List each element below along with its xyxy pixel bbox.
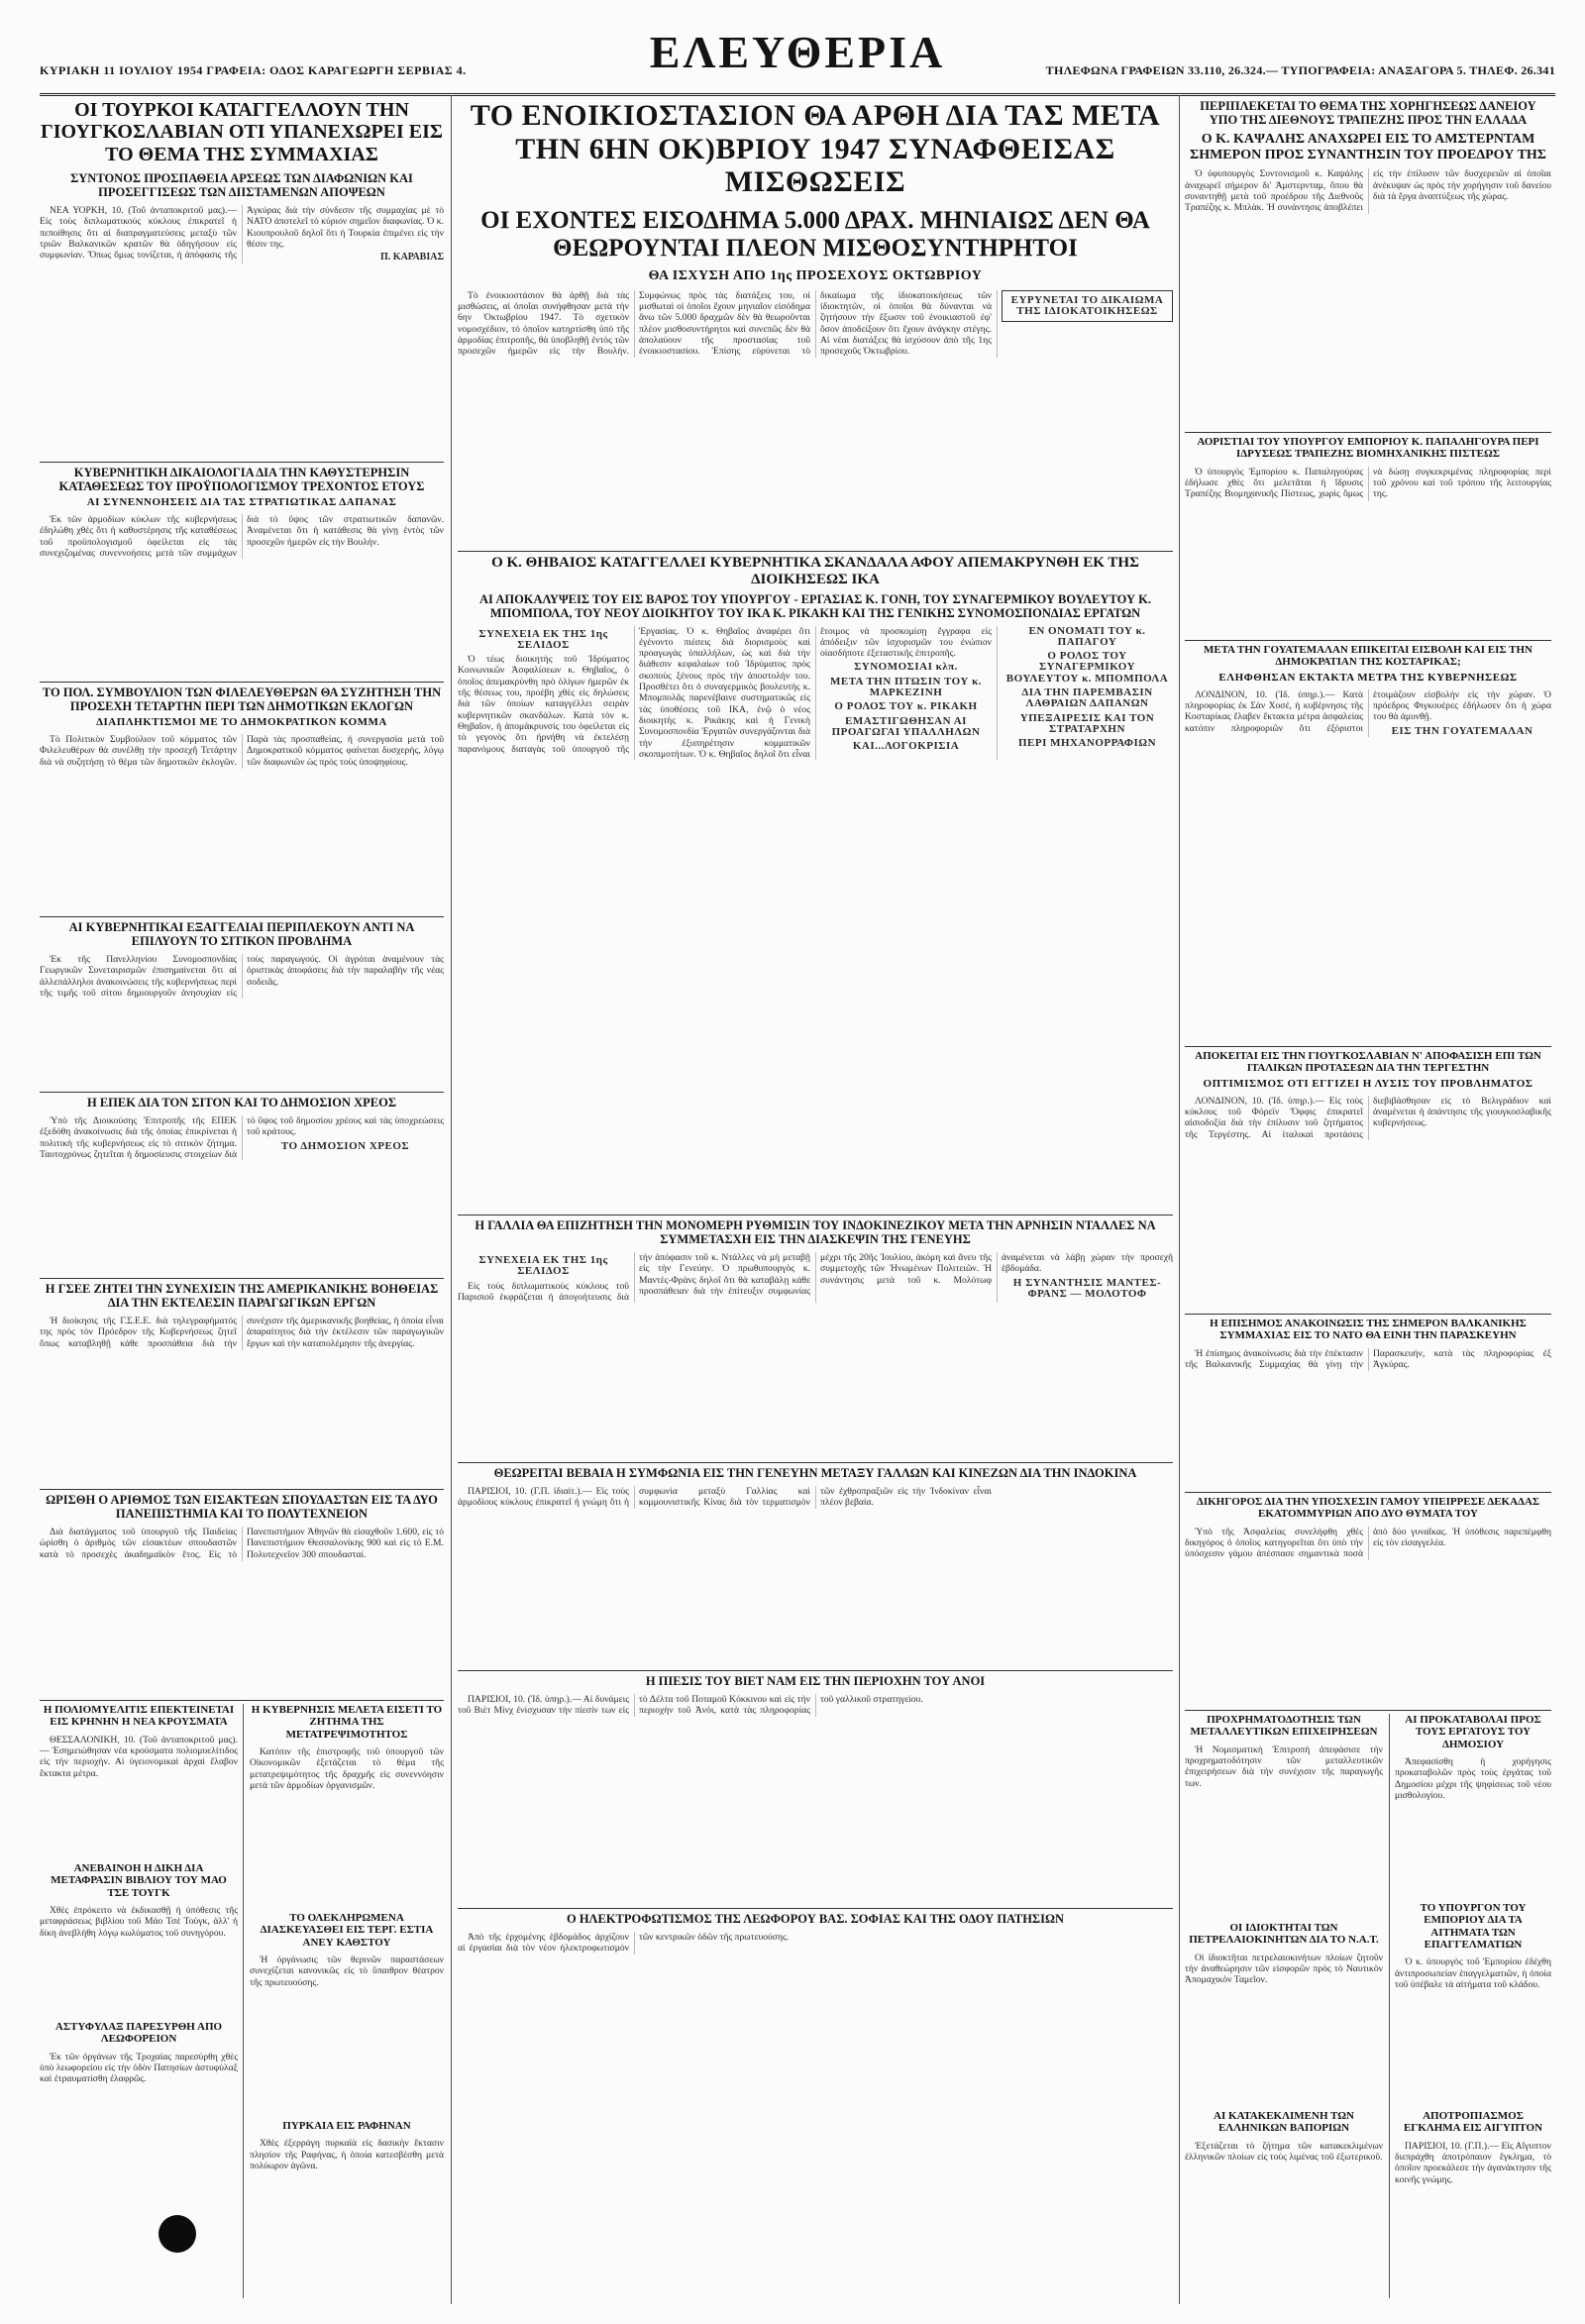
divider (40, 462, 444, 463)
kicker: ΘΑ ΙΣΧΥΣΗ ΑΠΟ 1ης ΠΡΟΣΕΧΟΥΣ ΟΚΤΩΒΡΙΟΥ (648, 267, 983, 283)
paragraph: Ἡ ὀργάνωσις τῶν θερινῶν παραστάσεων συνεχίζεται κανονικῶς εἰς τὸ ὕπαιθρον θέατρον τῆς πρωτευούσης. (250, 1954, 444, 1988)
subhead: ΑΙ ΑΠΟΚΑΛΥΨΕΙΣ ΤΟΥ ΕΙΣ ΒΑΡΟΣ ΤΟΥ ΥΠΟΥΡΓΟΥ - ΕΡΓΑΣΙΑΣ Κ. ΓΟΝΗ, ΤΟΥ ΣΥΝΑΓΕΡΜΙΚΟΥ ΒΟΥΛΕΥΤΟΥ Κ. ΜΠΟΜΠΟΛΑ, ΤΟΥ ΝΕΟΥ ΔΙΟΙΚΗΤΟΥ ΤΟΥ ΙΚΑ Κ. ΡΙΚΑΚΗ ΚΑΙ ΤΗΣ ΓΕΝΙΚΗΣ ΣΥΝΟΜΟΣΠΟΝΔΙΑΣ ΕΡΓΑΤΩΝ (479, 591, 1151, 620)
paragraph: Ἐκ τῆς Πανελληνίου Συνομοσπονδίας Γεωργικῶν Συνεταιρισμῶν ἐπισημαίνεται ὅτι αἱ ἀλλεπάλληλοι ἀνακοινώσεις τῆς κυβερνήσεως περὶ τῆς τιμῆς τοῦ σίτου δημιουργοῦν ἀνησυχίαν εἰς τοὺς παραγωγούς. Οἱ ἀγρόται ἀναμένουν τὰς ὁριστικὰς ἀποφάσεις διὰ τὴν παραλαβὴν τῆς νέας σοδειᾶς. (40, 954, 444, 999)
paragraph: Ἀπεφασίσθη ἡ χορήγησις προκαταβολῶν πρὸς τοὺς ἐργάτας τοῦ Δημοσίου μέχρι τῆς ψηφίσεως τοῦ νέου μισθολογίου. (1395, 1755, 1551, 1801)
article-yugoslavia (1185, 1050, 1551, 1308)
article-body (40, 734, 444, 769)
newspaper-title: ΕΛΕΥΘΕΡΙΑ (649, 27, 946, 77)
article-body (40, 205, 444, 263)
headline: Η ΠΙΕΣΙΣ ΤΟΥ ΒΙΕΤ ΝΑΜ ΕΙΣ ΤΗΝ ΠΕΡΙΟΧΗΝ ΤΟΥ ΑΝΟΙ (645, 1674, 986, 1688)
article-mining (1185, 1714, 1383, 1912)
headline: ΑΣΤΥΦΥΛΑΞ ΠΑΡΕΣΥΡΘΗ ΑΠΟ ΛΕΩΦΟΡΕΙΟΝ (54, 2021, 223, 2046)
headline: ΤΟ ΠΟΛ. ΣΥΜΒΟΥΛΙΟΝ ΤΩΝ ΦΙΛΕΛΕΥΘΕΡΩΝ ΘΑ ΣΥΖΗΤΗΣΗ ΤΗΝ ΠΡΟΣΕΧΗ ΤΕΤΑΡΤΗΝ ΠΕΡΙ ΤΩΝ ΔΗΜΟΤΙΚΩΝ ΕΚΛΟΓΩΝ (42, 686, 442, 713)
article-egypt (1395, 2110, 1551, 2288)
article-marriage (1185, 1496, 1551, 1704)
article-prices (40, 920, 444, 1089)
article-body (1185, 1348, 1551, 1372)
paragraph: ΠΑΡΙΣΙΟΙ, 10. (Γ.Π. ἰδιαίτ.).— Εἰς τοὺς ἁρμοδίους κύκλους ἐπικρατεῖ ἡ γνώμη ὅτι ἡ συμφωνία μεταξὺ Γαλλίας καὶ κομμουνιστικῆς Κίνας διὰ τὸν τερματισμὸν τῶν ἐχθροπραξιῶν εἰς τὴν Ἰνδοκίναν εἶναι πλέον βεβαία. (458, 1486, 992, 1509)
headline: ΜΕΤΑ ΤΗΝ ΓΟΥΑΤΕΜΑΛΑΝ ΕΠΙΚΕΙΤΑΙ ΕΙΣΒΟΛΗ ΚΑΙ ΕΙΣ ΤΗΝ ΔΗΜΟΚΡΑΤΙΑΝ ΤΗΣ ΚΟΣΤΑΡΙΚΑΣ; (1203, 644, 1532, 669)
paragraph: Χθὲς ἐπρόκειτο νὰ ἐκδικασθῇ ἡ ὑπόθεσις τῆς μεταφράσεως βιβλίου τοῦ Μάο Τσὲ Τοὺγκ, ἀλλ' ἡ δίκη ἀνεβλήθη λόγῳ κωλύματος τοῦ συνηγόρου. (40, 1904, 238, 1939)
paragraph: Ὑπὸ τῆς Ἀσφαλείας συνελήφθη χθὲς δικηγόρος ὁ ὁποῖος κατηγορεῖται ὅτι ὑπὸ τὴν ὑπόσχεσιν γάμου ἀπέσπασε σημαντικὰ ποσὰ ἀπὸ δύο γυναῖκας. Ἡ ὑπόθεσις παρεπέμφθη εἰς τὸν εἰσαγγελέα. (1185, 1526, 1551, 1560)
divider (40, 916, 444, 917)
headline: ΑΙ ΚΥΒΕΡΝΗΤΙΚΑΙ ΕΞΑΓΓΕΛΙΑΙ ΠΕΡΙΠΛΕΚΟΥΝ ΑΝΤΙ ΝΑ ΕΠΙΛΥΟΥΝ ΤΟ ΣΙΤΙΚΟΝ ΠΡΟΒΛΗΜΑ (68, 920, 415, 948)
article-electric (458, 1912, 1173, 2288)
article-clearing (250, 1704, 444, 1902)
article-body (1185, 1744, 1383, 1789)
paragraph: Ὁ ὑπουργὸς Ἐμπορίου κ. Παπαληγούρας ἐδήλωσε χθὲς ὅτι μελετᾶται ἡ ἵδρυσις Τραπέζης Βιομηχανικῆς Πίστεως, χωρὶς ὅμως νὰ δώσῃ συγκεκριμένας πληροφορίας περὶ τοῦ χρόνου καὶ τοῦ τρόπου τῆς λειτουργίας της. (1185, 466, 1551, 500)
article-fire (250, 2120, 444, 2288)
article-body (250, 1746, 444, 1791)
paragraph: Ἀπὸ τῆς ἐρχομένης ἑβδομάδος ἀρχίζουν αἱ ἐργασίαι διὰ τὸν νέον ἠλεκτροφωτισμὸν τῶν κεντρικῶν ὁδῶν τῆς πρωτευούσης. (458, 1932, 790, 1954)
headline: ΚΥΒΕΡΝΗΤΙΚΗ ΔΙΚΑΙΟΛΟΓΙΑ ΔΙΑ ΤΗΝ ΚΑΘΥΣΤΕΡΗΣΙΝ ΚΑΤΑΘΕΣΕΩΣ ΤΟΥ ΠΡΟΫΠΟΛΟΓΙΣΜΟΥ ΤΡΕΧΟΝΤΟΣ ΕΤΟΥΣ (58, 466, 425, 493)
article-body (1395, 2141, 1551, 2185)
inner-head: ΕΥΡΥΝΕΤΑΙ ΤΟ ΔΙΚΑΙΩΜΑ ΤΗΣ ΙΔΙΟΚΑΤΟΙΚΗΣΕΩΣ (1002, 290, 1173, 323)
article-body (1185, 1527, 1551, 1560)
article-body (40, 954, 444, 999)
headline: ΤΟ ΥΠΟΥΡΓΟΝ ΤΟΥ ΕΜΠΟΡΙΟΥ ΔΙΑ ΤΑ ΑΙΤΗΜΑΤΑ ΤΩΝ ΕΠΑΓΓΕΛΜΑΤΙΩΝ (1420, 1902, 1527, 1951)
article-oil (1185, 1922, 1383, 2100)
article-body (1185, 467, 1551, 501)
divider (1185, 1710, 1551, 1711)
divider (40, 1092, 444, 1093)
article-mao (40, 1862, 238, 2011)
paragraph: ΛΟΝΔΙΝΟΝ, 10. (Ἰδ. ὑπηρ.).— Εἰς τοὺς κύκλους τοῦ Φόρεϊν Ὄφφις ἐπικρατεῖ αἰσιοδοξία διὰ τὴν ἐπίλυσιν τοῦ ζητήματος τῆς Τεργέστης. Αἱ ἰταλικαὶ προτάσεις διεβιβάσθησαν εἰς τὸ Βελιγράδιον καὶ ἀναμένεται ἡ ἀπάντησις τῆς γιουγκοσλαβικῆς κυβερνήσεως. (1185, 1095, 1551, 1140)
divider (40, 1489, 444, 1490)
masthead (40, 24, 1555, 96)
article-ika (458, 555, 1173, 1209)
inner-head: ΠΕΡΙ ΜΗΧΑΝΟΡΡΑΦΙΩΝ (1017, 737, 1157, 750)
article-body (458, 1932, 1173, 1954)
article-vietnam (458, 1674, 1173, 1902)
paragraph: Ὁ τέως διοικητὴς τοῦ Ἱδρύματος Κοινωνικῶν Ἀσφαλίσεων κ. Θηβαῖος, ὁ ὁποῖος ἀπεμακρύνθη πρὸ ὀλίγων ἡμερῶν ἐκ τῆς θέσεως του, προέβη χθὲς εἰς δηλώσεις διὰ τῶν ὁποίων καταγγέλλει σειρὰν κυβερνητικῶν σκανδάλων. Κατὰ τὸν κ. Θηβαῖον, ἡ ἀπομάκρυνσίς του ὀφείλεται εἰς τὸ γεγονὸς ὅτι ἠρνήθη νὰ ἐκτελέσῃ παρανόμους διαταγὰς τοῦ ὑπουργοῦ τῆς Ἐργασίας. Ὁ κ. Θηβαῖος ἀναφέρει ὅτι ἐγένοντο πιέσεις διὰ διορισμοὺς καὶ προαγωγὰς ὑπαλλήλων, ὡς καὶ διὰ τὴν διάθεσιν κεφαλαίων τοῦ Ἱδρύματος πρὸς σκοποὺς ξένους πρὸς τὴν ἀποστολήν του. Προσθέτει ὅτι ὁ συναγερμικὸς βουλευτὴς κ. Μπομπολᾶς παρενέβαινε συστηματικῶς εἰς τὰς ὑποθέσεις τοῦ ΙΚΑ, ἐνῷ ὁ νέος διοικητὴς κ. Ρικάκης καὶ ἡ Γενικὴ Συνομοσπονδία Ἐργατῶν συνεργάζονται διὰ τὴν ἐξυπηρέτησιν κομματικῶν σκοπιμοτήτων. Ὁ κ. Θηβαῖος δηλοῖ ὅτι εἶναι ἕτοιμος νὰ προσκομίσῃ ἔγγραφα εἰς ἀπόδειξιν τῶν ἰσχυρισμῶν του ἐνώπιον οἱασδήποτε ἐξεταστικῆς ἐπιτροπῆς. (458, 625, 992, 760)
divider (40, 1700, 444, 1701)
paragraph: Ὁ κ. ὑπουργὸς τοῦ Ἐμπορίου ἐδέχθη ἀντιπροσωπείαν ἐπαγγελματιῶν, ἡ ὁποία τοῦ ὑπέβαλε τὰ αἰτήματα τοῦ κλάδου. (1395, 1956, 1551, 1990)
article-commerce (1395, 1902, 1551, 2100)
article-gsee (40, 1282, 444, 1485)
headline: Η ΓΣΕΕ ΖΗΤΕΙ ΤΗΝ ΣΥΝΕΧΙΣΙΝ ΤΗΣ ΑΜΕΡΙΚΑΝΙΚΗΣ ΒΟΗΘΕΙΑΣ ΔΙΑ ΤΗΝ ΕΚΤΕΛΕΣΙΝ ΠΑΡΑΓΩΓΙΚΩΝ ΕΡΓΩΝ (45, 1282, 439, 1310)
divider (40, 682, 444, 683)
article-police (40, 2021, 238, 2199)
article-body (40, 1115, 444, 1160)
headline: ΠΡΟΧΡΗΜΑΤΟΔΟΤΗΣΙΣ ΤΩΝ ΜΕΤΑΛΛΕΥΤΙΚΩΝ ΕΠΙΧΕΙΡΗΣΕΩΝ (1190, 1714, 1378, 1739)
paragraph: Χθὲς ἐξερράγη πυρκαϊὰ εἰς δασικὴν ἔκτασιν πλησίον τῆς Ραφήνας, ἡ ὁποία κατεσβέσθη μετὰ πολύωρον ἀγῶνα. (250, 2138, 444, 2171)
headline: Η ΓΑΛΛΙΑ ΘΑ ΕΠΙΖΗΤΗΣΗ ΤΗΝ ΜΟΝΟΜΕΡΗ ΡΥΘΜΙΣΙΝ ΤΟΥ ΙΝΔΟΚΙΝΕΖΙΚΟΥ ΜΕΤΑ ΤΗΝ ΑΡΝΗΣΙΝ ΝΤΑΛΛΕΣ ΝΑ ΣΥΜΜΕΤΑΣΧΗ ΕΙΣ ΤΗΝ ΔΙΑΣΚΕΨΙΝ ΤΗΣ ΓΕΝΕΥΗΣ (475, 1218, 1156, 1246)
subhead: ΣΥΝΤΟΝΟΣ ΠΡΟΣΠΑΘΕΙΑ ΑΡΣΕΩΣ ΤΩΝ ΔΙΑΦΩΝΙΩΝ ΚΑΙ ΠΡΟΣΕΓΓΙΣΕΩΣ ΤΩΝ ΔΙΙΣΤΑΜΕΝΩΝ ΑΠΟΨΕΩΝ (70, 171, 413, 200)
paragraph: ΝΕΑ ΥΟΡΚΗ, 10. (Τοῦ ἀνταποκριτοῦ μας).— Εἰς τοὺς διπλωματικοὺς κύκλους ἐπικρατεῖ ἡ πεποίθησις ὅτι αἱ διαπραγματεύσεις μεταξὺ τῶν τριῶν Βαλκανικῶν κρατῶν θὰ ὁδηγήσουν εἰς συμφωνίαν. Ὅπως ὅμως τονίζεται, ἡ ἀπόφασις τῆς Ἀγκύρας διὰ τὴν σύνδεσιν τῆς συμμαχίας μὲ τὸ ΝΑΤΟ ἀποτελεῖ τὸ κύριον σημεῖον διαφωνίας. Ὁ κ. Κιουπρουλοῦ δηλοῖ ὅτι ἡ Τουρκία ἐπιμένει εἰς τὴν θέσιν της. (40, 205, 444, 262)
headline: ΑΙ ΚΑΤΑΚΕΚΛΙΜΕΝΗ ΤΩΝ ΕΛΛΗΝΙΚΩΝ ΒΑΠΟΡΙΩΝ (1214, 2110, 1354, 2135)
paragraph: ΛΟΝΔΙΝΟΝ, 10. (Ἰδ. ὑπηρ.).— Κατὰ πληροφορίας ἐκ Σὰν Χοσέ, ἡ κυβέρνησις τῆς Κοσταρίκας ἔλαβεν ἔκτακτα μέτρα ἀσφαλείας κατόπιν πληροφοριῶν ὅτι ἐξόριστοι ἑτοιμάζουν εἰσβολὴν εἰς τὴν χώραν. Ὁ πρόεδρος Φιγκουέρες ἐδήλωσεν ὅτι ἡ χώρα του θὰ ἀμυνθῇ. (1185, 688, 1551, 734)
article-body (458, 1486, 1173, 1509)
lead-headline: ΤΟ ΕΝΟΙΚΙΟΣΤΑΣΙΟΝ ΘΑ ΑΡΘΗ ΔΙΑ ΤΑΣ ΜΕΤΑ ΤΗΝ 6ΗΝ ΟΚ)ΒΡΙΟΥ 1947 ΣΥΝΑΦΘΕΙΣΑΣ ΜΙΣΘΩΣΕΙΣ (470, 99, 1161, 199)
headline: Η ΠΟΛΙΟΜΥΕΛΙΤΙΣ ΕΠΕΚΤΕΙΝΕΤΑΙ ΕΙΣ ΚΡΗΝΗΝ Η ΝΕΑ ΚΡΟΥΣΜΑΤΑ (43, 1704, 235, 1729)
paragraph: Εἰς τοὺς διπλωματικοὺς κύκλους τοῦ Παρισιοῦ ἐκφράζεται ἡ ἀπογοήτευσις διὰ τὴν ἀπόφασιν τοῦ κ. Ντάλλες νὰ μὴ μεταβῇ εἰς τὴν Γενεύην. Ὁ πρωθυπουργὸς κ. Μαντὲς-Φρὰνς δηλοῖ ὅτι θὰ καταβάλῃ κάθε προσπάθειαν διὰ τὴν ἐπίτευξιν συμφωνίας μέχρι τῆς 20ῆς Ἰουλίου, ἀκόμη καὶ ἄνευ τῆς συμμετοχῆς τῶν Ἡνωμένων Πολιτειῶν. Ἡ συνάντησις μετὰ τοῦ κ. Μολότωφ ἀναμένεται νὰ λάβῃ χώραν τὴν προσεχῆ ἑβδομάδα. (458, 1252, 1173, 1303)
column-rule (1389, 1714, 1390, 2298)
paragraph: Ἡ διοίκησις τῆς Γ.Σ.Ε.Ε. διὰ τηλεγραφήματός της πρὸς τὸν Πρόεδρον τῆς Κυβερνήσεως ζητεῖ ὅπως καταβληθῇ κάθε προσπάθεια διὰ τὴν συνέχισιν τῆς ἀμερικανικῆς βοηθείας, ἡ ὁποία εἶναι ἀπαραίτητος διὰ τὴν ἐκτέλεσιν τῶν παραγωγικῶν ἔργων καὶ τὴν καταπολέμησιν τῆς ἀνεργίας. (40, 1316, 444, 1349)
article-body (1185, 689, 1551, 737)
headline: ΠΕΡΙΠΛΕΚΕΤΑΙ ΤΟ ΘΕΜΑ ΤΗΣ ΧΟΡΗΓΗΣΕΩΣ ΔΑΝΕΙΟΥ ΥΠΟ ΤΗΣ ΔΙΕΘΝΟΥΣ ΤΡΑΠΕΖΗΣ ΠΡΟΣ ΤΗΝ ΕΛΛΑΔΑ (1200, 99, 1536, 127)
lead-subhead: ΟΙ ΕΧΟΝΤΕΣ ΕΙΣΟΔΗΜΑ 5.000 ΔΡΑΧ. ΜΗΝΙΑΙΩΣ ΔΕΝ ΘΑ ΘΕΩΡΟΥΝΤΑΙ ΠΛΕΟΝ ΜΙΣΘΟΣΥΝΤΗΡΗΤΟΙ (480, 206, 1150, 262)
article-body (40, 1316, 444, 1350)
article-body (40, 514, 444, 559)
article-body (1395, 1956, 1551, 1990)
paragraph: Διὰ διατάγματος τοῦ ὑπουργοῦ τῆς Παιδείας ὡρίσθη ὁ ἀριθμὸς τῶν εἰσακτέων σπουδαστῶν κατὰ τὸ προσεχὲς ἀκαδημαϊκὸν ἔτος. Εἰς τὸ Πανεπιστήμιον Ἀθηνῶν θὰ εἰσαχθοῦν 1.600, εἰς τὸ Πανεπιστήμιον Θεσσαλονίκης 900 καὶ εἰς τὸ Ε.Μ. Πολυτεχνεῖον 300 σπουδασταί. (40, 1527, 444, 1560)
subhead: ΑΙ ΣΥΝΕΝΝΟΗΣΕΙΣ ΔΙΑ ΤΑΣ ΣΤΡΑΤΙΩΤΙΚΑΣ ΔΑΠΑΝΑΣ (86, 496, 397, 508)
inner-head: ΣΥΝΟΜΟΣΙΑΙ κλπ. (854, 661, 958, 674)
paragraph: Ἐκ τῶν ἁρμοδίων κύκλων τῆς κυβερνήσεως ἐδηλώθη χθὲς ὅτι ἡ καθυστέρησις τῆς καταθέσεως τοῦ προϋπολογισμοῦ ὀφείλεται εἰς τὰς συνεχιζομένας συνεννοήσεις μετὰ τῶν συμμάχων διὰ τὸ ὕψος τῶν στρατιωτικῶν δαπανῶν. Ἀναμένεται ὅτι ἡ κατάθεσις θὰ γίνῃ ἐντὸς τῶν προσεχῶν ἡμερῶν εἰς τὴν Βουλήν. (40, 514, 444, 559)
headline: ΘΕΩΡΕΙΤΑΙ ΒΕΒΑΙΑ Η ΣΥΜΦΩΝΙΑ ΕΙΣ ΤΗΝ ΓΕΝΕΥΗΝ ΜΕΤΑΞΥ ΓΑΛΛΩΝ ΚΑΙ ΚΙΝΕΖΩΝ ΔΙΑ ΤΗΝ ΙΝΔΟΚΙΝΑ (493, 1466, 1137, 1480)
divider (458, 1908, 1173, 1909)
article-body (40, 1905, 238, 1939)
article-students (40, 1493, 444, 1696)
inner-head: ΕΝ ΟΝΟΜΑΤΙ ΤΟΥ κ. ΠΑΠΑΓΟΥ (1028, 624, 1146, 648)
inner-head: Η ΣΥΝΑΝΤΗΣΙΣ ΜΑΝΤΕΣ-ΦΡΑΝΣ — ΜΟΛΟΤΟΦ (1012, 1276, 1162, 1300)
inner-head: ΔΙΑ ΤΗΝ ΠΑΡΕΜΒΑΣΙΝ ΛΑΘΡΑΙΩΝ ΔΑΠΑΝΩΝ (1021, 687, 1153, 710)
paragraph: Ὑπὸ τῆς Διοικούσης Ἐπιτροπῆς τῆς ΕΠΕΚ ἐξεδόθη ἀνακοίνωσις διὰ τῆς ὁποίας ἐπικρίνεται ἡ πολιτικὴ τῆς κυβερνήσεως εἰς τὸ σιτικὸν ζήτημα. Ταυτοχρόνως ζητεῖται ἡ δημοσίευσις στοιχείων διὰ τὸ ὕψος τοῦ δημοσίου χρέους καὶ τὰς ὑποχρεώσεις τοῦ κράτους. (40, 1115, 444, 1160)
headline: Η ΕΠΕΚ ΔΙΑ ΤΟΝ ΣΙΤΟΝ ΚΑΙ ΤΟ ΔΗΜΟΣΙΟΝ ΧΡΕΟΣ (86, 1096, 397, 1109)
subhead: Ο Κ. ΚΑΨΑΛΗΣ ΑΝΑΧΩΡΕΙ ΕΙΣ ΤΟ ΑΜΣΤΕΡΝΤΑΜ ΣΗΜΕΡΟΝ ΠΡΟΣ ΣΥΝΑΝΤΗΣΙΝ ΤΟΥ ΠΡΟΕΔΡΟΥ ΤΗΣ (1190, 132, 1546, 162)
inner-head: Ο ΡΟΛΟΣ ΤΟΥ ΣΥΝΑΓΕΡΜΙΚΟΥ ΒΟΥΛΕΥΤΟΥ κ. ΜΠΟΜΠΟΛΑ (1005, 650, 1169, 685)
article-body (40, 1735, 238, 1779)
headline: Ο ΗΛΕΚΤΡΟΦΩΤΙΣΜΟΣ ΤΗΣ ΛΕΩΦΟΡΟΥ ΒΑΣ. ΣΟΦΙΑΣ ΚΑΙ ΤΗΣ ΟΔΟΥ ΠΑΤΗΣΙΩΝ (566, 1912, 1065, 1926)
article-body (458, 290, 1173, 358)
byline: Π. ΚΑΡΑΒΙΑΣ (380, 252, 444, 264)
paragraph: ΠΑΡΙΣΙΟΙ, 10. (Ἰδ. ὑπηρ.).— Αἱ δυνάμεις τοῦ Βιὲτ Μὶνχ ἐνίσχυσαν τὴν πίεσίν των εἰς τὸ Δέλτα τοῦ Ποταμοῦ Κόκκινου καὶ εἰς τὴν περιοχὴν τοῦ Ἀνόι, κατὰ τὰς πληροφορίας τοῦ γαλλικοῦ στρατηγείου. (458, 1694, 923, 1717)
column-rule (451, 95, 452, 2304)
inner-head: ΚΑΙ...ΛΟΓΟΚΡΙΣΙΑ (852, 740, 960, 753)
article-body (458, 1694, 1173, 1717)
article-body (1185, 168, 1551, 213)
paragraph: Ἐξετάζεται τὸ ζήτημα τῶν κατακεκλιμένων ἑλληνικῶν πλοίων εἰς τοὺς λιμένας τοῦ ἐξωτερικοῦ. (1185, 2140, 1383, 2163)
subhead: ΕΛΗΦΘΗΣΑΝ ΕΚΤΑΚΤΑ ΜΕΤΡΑ ΤΗΣ ΚΥΒΕΡΝΗΣΕΩΣ (1218, 671, 1518, 684)
article-body (40, 1527, 444, 1561)
headline: ΤΟ ΟΛΕΚΛΗΡΩΜΕΝΑ ΔΙΑΣΚΕΥΑΣΘΕΙ ΕΙΣ ΤΕΡΓ. ΕΣΤΙΑ ΑΝΕΥ ΚΑΘΣΤΟΥ (260, 1912, 434, 1949)
divider (40, 1278, 444, 1279)
article-lease (458, 99, 1173, 545)
paragraph: Ἡ Νομισματικὴ Ἐπιτροπὴ ἀπεφάσισε τὴν προχρηματοδότησιν τῶν μεταλλευτικῶν ἐπιχειρήσεων διὰ τὴν συνέχισιν τῆς παραγωγῆς των. (1185, 1743, 1383, 1789)
inner-head: Ο ΡΟΛΟΣ ΤΟΥ κ. ΡΙΚΑΚΗ (834, 700, 978, 713)
headline: ΟΙ ΤΟΥΡΚΟΙ ΚΑΤΑΓΓΕΛΛΟΥΝ ΤΗΝ ΓΙΟΥΓΚΟΣΛΑΒΙΑΝ ΟΤΙ ΥΠΑΝΕΧΩΡΕΙ ΕΙΣ ΤΟ ΘΕΜΑ ΤΗΣ ΣΥΜΜΑΧΙΑΣ (41, 99, 443, 165)
article-balkan (1185, 1318, 1551, 1486)
continued-label: ΣΥΝΕΧΕΙΑ ΕΚ ΤΗΣ 1ης ΣΕΛΙΔΟΣ (478, 627, 608, 651)
headline: ΩΡΙΣΘΗ Ο ΑΡΙΘΜΟΣ ΤΩΝ ΕΙΣΑΚΤΕΩΝ ΣΠΟΥΔΑΣΤΩΝ ΕΙΣ ΤΑ ΔΥΟ ΠΑΝΕΠΙΣΤΗΜΙΑ ΚΑΙ ΤΟ ΠΟΛΥΤΕΧΝΕΙΟΝ (46, 1493, 438, 1521)
article-guatemala (1185, 644, 1551, 1040)
headline: ΑΝΕΒΑΙΝΟΗ Η ΔΙΚΗ ΔΙΑ ΜΕΤΑΦΡΑΣΙΝ ΒΙΒΛΙΟΥ ΤΟΥ ΜΑΟ ΤΣΕ ΤΟΥΓΚ (51, 1862, 227, 1899)
ink-blot (158, 2215, 196, 2253)
article-body (458, 626, 1173, 761)
paragraph: Οἱ ἰδιοκτῆται πετρελαιοκινήτων πλοίων ζητοῦν τὴν ἀναθεώρησιν τῶν εἰσφορῶν πρὸς τὸ Ναυτικὸν Ἀπομαχικὸν Ταμεῖον. (1185, 1952, 1383, 1986)
paragraph: ΘΕΣΣΑΛΟΝΙΚΗ, 10. (Τοῦ ἀνταποκριτοῦ μας).— Ἐσημειώθησαν νέα κρούσματα πολιομυελίτιδος εἰς τὴν περιοχὴν. Αἱ ὑγειονομικαὶ ἀρχαὶ ἔλαβον ἔκτακτα μέτρα. (40, 1734, 238, 1779)
column-rule (243, 1704, 244, 2298)
phones-line: ΤΗΛΕΦΩΝΑ ΓΡΑΦΕΙΩΝ 33.110, 26.324.— ΤΥΠΟΓΡΑΦΕΙΑ: ΑΝΑΞΑΓΟΡΑ 5. ΤΗΛΕΦ. 26.341 (1045, 63, 1555, 77)
article-body (250, 1954, 444, 1988)
article-ships (1185, 2110, 1383, 2288)
inner-head: ΥΠΕΞΑΙΡΕΣΙΣ ΚΑΙ ΤΟΝ ΣΤΡΑΤΑΡΧΗΝ (1019, 711, 1155, 735)
divider (1185, 640, 1551, 641)
column-rule (1179, 95, 1180, 2304)
article-body (458, 1252, 1173, 1303)
article-body (250, 2138, 444, 2171)
inner-head: ΕΜΑΣΤΙΓΩΘΗΣΑΝ ΑΙ ΠΡΟΑΓΩΓΑΙ ΥΠΑΛΛΗΛΩΝ (831, 714, 981, 738)
headline: ΑΠΟΤΡΟΠΙΑΣΜΟΣ ΕΓΚΛΗΜΑ ΕΙΣ ΑΙΓΥΠΤΟΝ (1403, 2110, 1543, 2135)
article-indochina (458, 1218, 1173, 1456)
article-body (1185, 2141, 1383, 2164)
article-body (1185, 1096, 1551, 1140)
article-polls (40, 686, 444, 913)
headline: Η ΚΥΒΕΡΝΗΣΙΣ ΜΕΛΕΤΑ ΕΙΣΕΤΙ ΤΟ ΖΗΤΗΜΑ ΤΗΣ ΜΕΤΑΤΡΕΨΙΜΟΤΗΤΟΣ (251, 1704, 443, 1741)
article-china (458, 1466, 1173, 1664)
headline: ΑΟΡΙΣΤΙΑΙ ΤΟΥ ΥΠΟΥΡΓΟΥ ΕΜΠΟΡΙΟΥ Κ. ΠΑΠΑΛΗΓΟΥΡΑ ΠΕΡΙ ΙΔΡΥΣΕΩΣ ΤΡΑΠΕΖΗΣ ΒΙΟΜΗΧΑΝΙΚΗΣ ΠΙΣΤΕΩΣ (1197, 436, 1539, 461)
inner-head: ΜΕΤΑ ΤΗΝ ΠΤΩΣΙΝ ΤΟΥ κ. ΜΑΡΚΕΖΙΝΗ (830, 675, 982, 699)
paragraph: ΠΑΡΙΣΙΟΙ, 10. (Γ.Π.).— Εἰς Αἴγυπτον διεπράχθη ἀποτρόπαιον ἔγκλημα, τὸ ὁποῖον προεκάλεσε τὴν ἀγανάκτησιν τῆς κοινῆς γνώμης. (1395, 2140, 1551, 2185)
divider (458, 551, 1173, 552)
article-body (1185, 1953, 1383, 1986)
headline: ΑΠΟΚΕΙΤΑΙ ΕΙΣ ΤΗΝ ΓΙΟΥΓΚΟΣΛΑΒΙΑΝ Ν' ΑΠΟΦΑΣΙΣΗ ΕΠΙ ΤΩΝ ΙΤΑΛΙΚΩΝ ΠΡΟΤΑΣΕΩΝ ΔΙΑ ΤΗΝ ΤΕΡΓΕΣΤΗΝ (1195, 1050, 1541, 1075)
article-bank (1185, 436, 1551, 634)
article-loan (1185, 99, 1551, 426)
headline: Ο Κ. ΘΗΒΑΙΟΣ ΚΑΤΑΓΓΕΛΛΕΙ ΚΥΒΕΡΝΗΤΙΚΑ ΣΚΑΝΔΑΛΑ ΑΦΟΥ ΑΠΕΜΑΚΡΥΝΘΗ ΕΚ ΤΗΣ ΔΙΟΙΚΗΣΕΩΣ ΙΚΑ (491, 555, 1139, 587)
paragraph: Ἐκ τῶν ὀργάνων τῆς Τροχαίας παρεσύρθη χθὲς ὑπὸ λεωφορείου εἰς τὴν ὁδὸν Πατησίων ἀστυφύλαξ καὶ ἐτραυματίσθη ἐλαφρῶς. (40, 2051, 238, 2085)
divider (1185, 1314, 1551, 1315)
article-budget (40, 466, 444, 679)
paragraph: Τὸ Πολιτικὸν Συμβούλιον τοῦ κόμματος τῶν Φιλελευθέρων θὰ συνέλθῃ τὴν προσεχῆ Τετάρτην διὰ νὰ συζητήσῃ τὸ θέμα τῶν δημοτικῶν ἐκλογῶν. Παρὰ τὰς προσπαθείας, ἡ συνεργασία μετὰ τοῦ Δημοκρατικοῦ κόμματος φαίνεται δυσχερής, λόγῳ τῶν διαφωνιῶν ὡς πρὸς τοὺς ὑποψηφίους. (40, 734, 444, 768)
continued-label: ΣΥΝΕΧΕΙΑ ΕΚ ΤΗΣ 1ης ΣΕΛΙΔΟΣ (478, 1254, 608, 1278)
article-employees (1395, 1714, 1551, 1892)
paragraph: Ὁ ὑφυπουργὸς Συντονισμοῦ κ. Καψάλης ἀναχωρεῖ σήμερον δι' Ἀμστερνταμ, ὅπου θὰ συναντηθῇ μετὰ τοῦ προέδρου τῆς Διεθνοῦς Τραπέζης κ. Μπλὰκ. Ἡ συνάντησις ἀποβλέπει εἰς τὴν ἐπίλυσιν τῶν δυσχερειῶν αἱ ὁποῖαι ἀνέκυψαν ὡς πρὸς τὴν χορήγησιν τοῦ δανείου διὰ τὰ ἔργα ἀναπτύξεως τῆς χώρας. (1185, 168, 1551, 214)
subhead: ΟΠΤΙΜΙΣΜΟΣ ΟΤΙ ΕΓΓΙΖΕΙ Η ΛΥΣΙΣ ΤΟΥ ΠΡΟΒΛΗΜΑΤΟΣ (1203, 1077, 1533, 1090)
divider (458, 1462, 1173, 1463)
article-body (1395, 1756, 1551, 1801)
inner-head: ΕΙΣ ΤΗΝ ΓΟΥΑΤΕΜΑΛΑΝ (1391, 724, 1533, 737)
headline: ΔΙΚΗΓΟΡΟΣ ΔΙΑ ΤΗΝ ΥΠΟΣΧΕΣΙΝ ΓΑΜΟΥ ΥΠΕΙΡΡΕΣΕ ΔΕΚΑΔΑΣ ΕΚΑΤΟΜΜΥΡΙΩΝ ΑΠΟ ΔΥΟ ΘΥΜΑΤΑ ΤΟΥ (1196, 1496, 1540, 1521)
date-line: ΚΥΡΙΑΚΗ 11 ΙΟΥΛΙΟΥ 1954 ΓΡΑΦΕΙΑ: ΟΔΟΣ ΚΑΡΑΓΕΩΡΓΗ ΣΕΡΒΙΑΣ 4. (40, 63, 467, 77)
headline: ΟΙ ΙΔΙΟΚΤΗΤΑΙ ΤΩΝ ΠΕΤΡΕΛΑΙΟΚΙΝΗΤΩΝ ΔΙΑ ΤΟ Ν.Α.Τ. (1189, 1922, 1379, 1947)
article-polio (40, 1704, 238, 1852)
divider (1185, 1046, 1551, 1047)
headline: Η ΕΠΙΣΗΜΟΣ ΑΝΑΚΟΙΝΩΣΙΣ ΤΗΣ ΣΗΜΕΡΟΝ ΒΑΛΚΑΝΙΚΗΣ ΣΥΜΜΑΧΙΑΣ ΕΙΣ ΤΟ ΝΑΤΟ ΘΑ ΕΙΝΗ ΤΗΝ ΠΑΡΑΣΚΕΥΗΝ (1210, 1318, 1527, 1342)
article-theatre (250, 1912, 444, 2110)
article-body (40, 2052, 238, 2085)
paragraph: Ἡ ἐπίσημος ἀνακοίνωσις διὰ τὴν ἐπέκτασιν τῆς Βαλκανικῆς Συμμαχίας θὰ γίνῃ τὴν Παρασκευήν, κατὰ τὰς πληροφορίας ἐξ Ἀγκύρας. (1185, 1347, 1551, 1370)
divider (1185, 1492, 1551, 1493)
subhead: ΔΙΑΠΛΗΚΤΙΣΜΟΙ ΜΕ ΤΟ ΔΗΜΟΚΡΑΤΙΚΟΝ ΚΟΜΜΑ (96, 716, 387, 728)
divider (1185, 432, 1551, 433)
divider (458, 1670, 1173, 1671)
headline: ΠΥΡΚΑΙΑ ΕΙΣ ΡΑΦΗΝΑΝ (282, 2120, 411, 2132)
headline: ΑΙ ΠΡΟΚΑΤΑΒΟΛΑΙ ΠΡΟΣ ΤΟΥΣ ΕΡΓΑΤΟΥΣ ΤΟΥ ΔΗΜΟΣΙΟΥ (1405, 1714, 1541, 1750)
inner-subhead: ΤΟ ΔΗΜΟΣΙΟΝ ΧΡΕΟΣ (280, 1139, 410, 1152)
paragraph: Τὸ ἐνοικιοστάσιον θὰ ἀρθῇ διὰ τὰς μισθώσεις, αἱ ὁποῖαι συνήφθησαν μετὰ τὴν 6ην Ὀκτωβρίου 1947. Τὸ σχετικὸν νομοσχέδιον, τὸ ὁποῖον κατηρτίσθη ὑπὸ τῆς ἁρμοδίας ἐπιτροπῆς, θὰ ὑποβληθῇ ἐντὸς τῶν προσεχῶν ἡμερῶν εἰς τὴν Βουλήν. Συμφώνως πρὸς τὰς διατάξεις του, οἱ μισθωταὶ οἱ ὁποῖοι ἔχουν μηνιαῖον εἰσόδημα ἄνω τῶν 5.000 δραχμῶν δὲν θὰ θεωροῦνται πλέον μισθοσυντήρητοι καὶ συνεπῶς δὲν θὰ ἀπολαύουν τῆς προστασίας τοῦ ἐνοικιοστασίου. Ἐπίσης εὐρύνεται τὸ δικαίωμα τῆς ἰδιοκατοικήσεως τῶν ἰδιοκτητῶν, οἱ ὁποῖοι θὰ δύνανται νὰ ζητήσουν τὴν ἔξωσιν τοῦ ἐνοικιαστοῦ ἐφ' ὅσον ἀποδείξουν ὅτι ἔχουν ἀνάγκην στέγης. Αἱ νέαι διατάξεις θὰ ἰσχύσουν ἀπὸ τῆς 1ης προσεχοῦς Ὀκτωβρίου. (458, 289, 992, 358)
article-turks (40, 99, 444, 347)
article-debt (40, 1096, 444, 1274)
paragraph: Κατόπιν τῆς ἐπιστροφῆς τοῦ ὑπουργοῦ τῶν Οἰκονομικῶν ἐξετάζεται τὸ θέμα τῆς μετατρεψιμότητος τῆς δραχμῆς εἰς συνεννόησιν μετὰ τῶν ἁρμοδίων ὀργανισμῶν. (250, 1745, 444, 1791)
